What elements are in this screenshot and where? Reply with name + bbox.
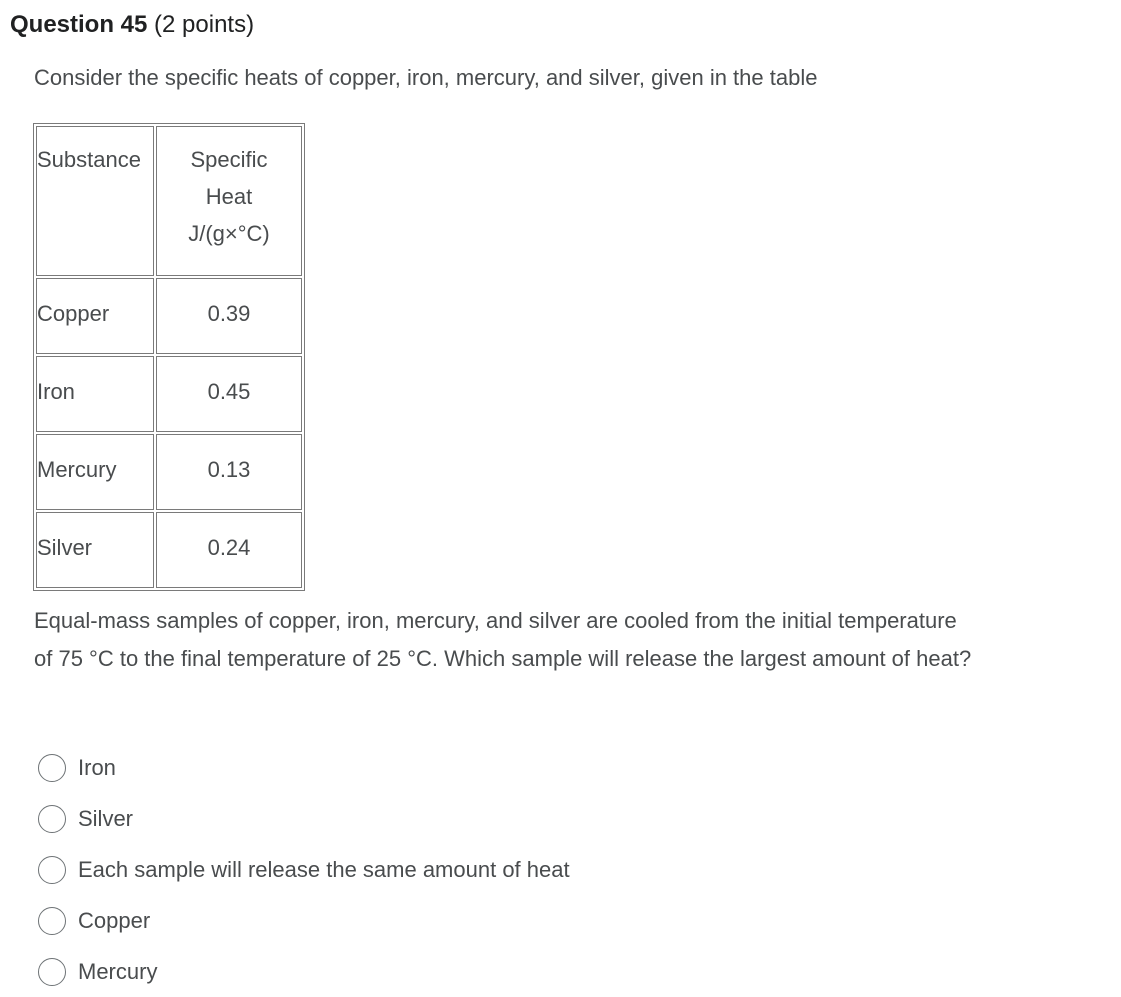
specific-heat-value: 0.24 [207, 535, 251, 560]
specific-heat-header-cell [156, 126, 302, 276]
question-body: Equal-mass samples of copper, iron, mercury, and silver are cooled from the initial temperature of 75 °C to the final temperature of 25 °C. Which sample will release the largest amount of heat? [34, 608, 972, 671]
substance-name: Silver [37, 535, 93, 560]
answer-option-label: Mercury [78, 958, 158, 984]
specific-heat-table [33, 123, 305, 591]
question-points: (2 points) [154, 11, 255, 38]
table-row [36, 434, 302, 510]
question-header [10, 10, 254, 40]
radio-button[interactable] [38, 754, 66, 782]
radio-button[interactable] [38, 805, 66, 833]
specific-heat-cell [156, 434, 302, 510]
question-prompt: Consider the specific heats of copper, iron, mercury, and silver, given in the table [34, 65, 818, 90]
answer-option-label: Copper [78, 907, 151, 933]
specific-heat-value: 0.45 [207, 379, 251, 404]
substance-header-cell [36, 126, 154, 276]
substance-cell [36, 356, 154, 432]
radio-button[interactable] [38, 856, 66, 884]
table-header-row [36, 126, 302, 276]
specific-heat-header-unit: J/(g×°C) [188, 221, 270, 246]
table-row [36, 512, 302, 588]
specific-heat-header [157, 127, 301, 252]
question-title: Question 45 [10, 11, 148, 38]
specific-heat-header-line1: Specific [190, 147, 268, 172]
answer-option-label: Silver [78, 805, 134, 831]
substance-name: Mercury [37, 457, 117, 482]
answer-option-iron[interactable] [38, 742, 570, 793]
answer-option-mercury[interactable] [38, 946, 570, 997]
specific-heat-cell [156, 512, 302, 588]
answer-option-label: Iron [78, 754, 116, 780]
substance-name: Iron [37, 379, 75, 404]
substance-header: Substance [37, 147, 141, 172]
substance-cell [36, 512, 154, 588]
specific-heat-cell [156, 356, 302, 432]
answer-option-label: Each sample will release the same amount of heat [78, 856, 570, 882]
substance-name: Copper [37, 301, 110, 326]
answer-option-copper[interactable] [38, 895, 570, 946]
specific-heat-value: 0.39 [207, 301, 251, 326]
substance-cell [36, 278, 154, 354]
answer-option-same-amount[interactable] [38, 844, 570, 895]
substance-cell [36, 434, 154, 510]
answer-option-silver[interactable] [38, 793, 570, 844]
specific-heat-value: 0.13 [207, 457, 251, 482]
radio-button[interactable] [38, 958, 66, 986]
table-row [36, 278, 302, 354]
radio-button[interactable] [38, 907, 66, 935]
table-row [36, 356, 302, 432]
answer-options [38, 742, 570, 997]
specific-heat-header-line2: Heat [205, 184, 253, 209]
specific-heat-cell [156, 278, 302, 354]
